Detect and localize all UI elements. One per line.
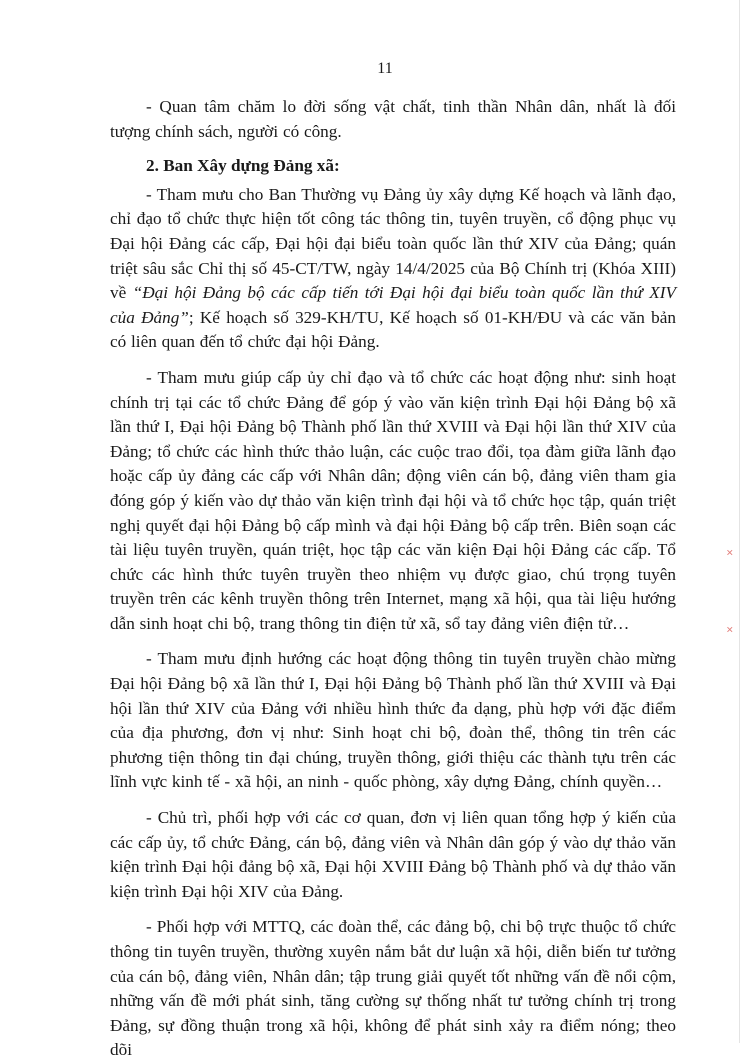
paragraph-3: - Tham mưu giúp cấp ủy chỉ đạo và tổ chức các hoạt động như: sinh hoạt chính trị tại các tổ chức Đảng để góp ý vào văn kiện trình Đại hội Đảng bộ xã lần thứ I, Đại hội Đảng bộ Thành phố lần thứ XVIII và Đại hội lần thứ XIV của Đảng; tổ chức các hình thức thảo luận, các cuộc trao đổi, tọa đàm giữa lãnh đạo hoặc cấp ủy đảng các cấp với Nhân dân; động viên cán bộ, đảng viên tham gia đóng góp ý kiến vào dự thảo văn kiện trình đại hội và tổ chức học tập, quán triệt nghị quyết đại hội Đảng bộ cấp mình và đại hội Đảng bộ cấp trên. Biên soạn các tài liệu tuyên truyền, quán triệt, học tập các văn kiện Đại hội Đảng các cấp. Tổ chức các hình thức tuyên truyền theo nhiệm vụ được giao, chú trọng tuyên truyền trên các kênh truyền thông trên Internet, mạng xã hội, qua tài liệu hướng dẫn sinh hoạt chi bộ, trang thông tin điện tử xã, sổ tay đảng viên điện tử… (110, 367, 676, 633)
paragraph-5: - Chủ trì, phối hợp với các cơ quan, đơn vị liên quan tổng hợp ý kiến của các cấp ủy, tổ chức Đảng, cán bộ, đảng viên và Nhân dân góp ý vào dự thảo văn kiện trình Đại hội đảng bộ xã, Đại hội XVIII Đảng bộ Thành phố và dự thảo văn kiện trình Đại hội XIV của Đảng. (110, 808, 676, 901)
document-body (110, 95, 676, 1063)
paragraph-2-text-a: - Tham mưu cho Ban Thường vụ Đảng ủy xây dựng Kế hoạch và lãnh đạo, chỉ đạo tổ chức thực hiện tốt công tác thông tin, tuyên truyền, cổ động phục vụ Đại hội Đảng các cấp, Đại hội đại biểu toàn quốc lần thứ XIV của Đảng; quán triệt sâu sắc Chỉ thị số 45-CT/TW, ngày 14/4/2025 của Bộ Chính trị (Khóa XIII) về (110, 184, 676, 303)
margin-stamp-mark: ✕ (723, 548, 734, 557)
section-heading: 2. Ban Xây dựng Đảng xã: (146, 156, 340, 176)
paragraph-2-italic-quote: “Đại hội Đảng bộ các cấp tiến tới Đại hội đại biểu toàn quốc lần thứ XIV của Đảng” (110, 283, 676, 327)
paragraph-1: - Quan tâm chăm lo đời sống vật chất, tinh thần Nhân dân, nhất là đối tượng chính sách, người có công. (110, 97, 676, 141)
paragraph-6: - Phối hợp với MTTQ, các đoàn thể, các đảng bộ, chi bộ trực thuộc tổ chức thông tin tuyên truyền, thường xuyên nắm bắt dư luận xã hội, diễn biến tư tưởng của cán bộ, đảng viên, Nhân dân; tập trung giải quyết tốt những vấn đề nổi cộm, những vấn đề mới phát sinh, tăng cường sự thống nhất tư tưởng chính trị trong Đảng, sự đồng thuận trong xã hội, không để phát sinh xảy ra điểm nóng; theo dõi (110, 917, 676, 1060)
page-number: 11 (377, 60, 393, 77)
paragraph-2 (110, 183, 676, 355)
margin-stamp-mark: ✕ (723, 625, 734, 634)
paragraph-2-text-b: ; Kế hoạch số 329-KH/TU, Kế hoạch số 01-KH/ĐU và các văn bản có liên quan đến tổ chức đại hội Đảng. (110, 307, 676, 352)
paragraph-4: - Tham mưu định hướng các hoạt động thông tin tuyên truyền chào mừng Đại hội Đảng bộ xã lần thứ I, Đại hội Đảng bộ Thành phố lần thứ XVIII và Đại hội lần thứ XIV của Đảng với nhiều hình thức đa dạng, phù hợp với đặc điểm của địa phương, đơn vị như: Sinh hoạt chi bộ, đoàn thể, thông tin trên các phương tiện thông tin đại chúng, truyền thông, giới thiệu các thành tựu trên các lĩnh vực kinh tế - xã hội, an ninh - quốc phòng, xây dựng Đảng, chính quyền… (110, 649, 676, 792)
